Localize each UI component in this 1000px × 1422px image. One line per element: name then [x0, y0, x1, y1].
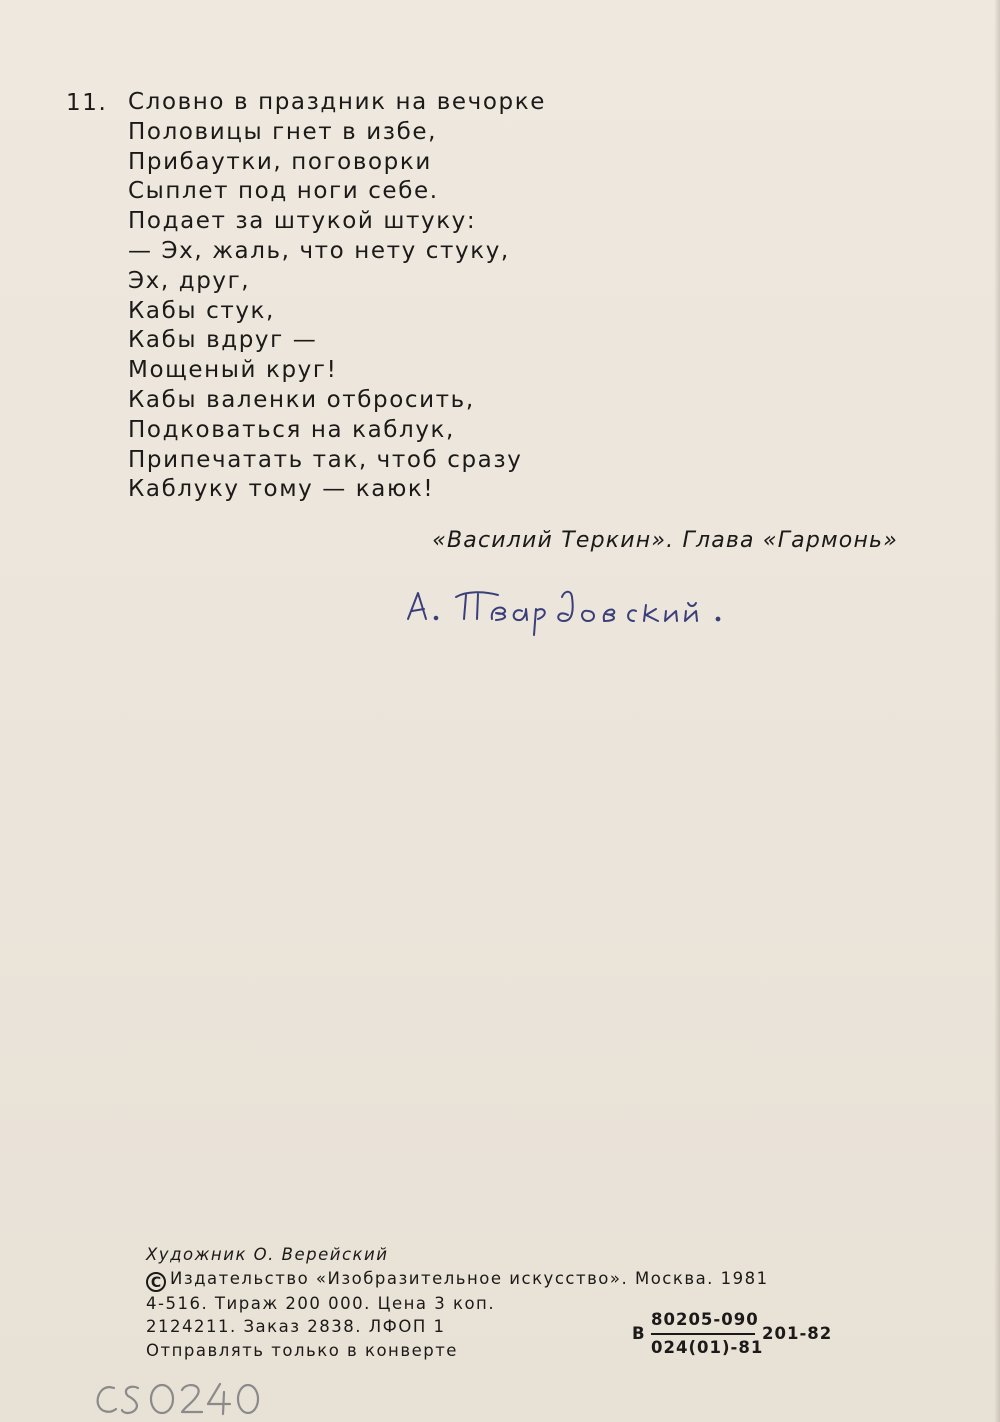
- poem-line: — Эх, жаль, что нету стуку,: [128, 237, 510, 264]
- poem-line: Эх, друг,: [128, 267, 251, 294]
- poem-source: «Василий Теркин». Глава «Гармонь»: [432, 528, 898, 553]
- poem-line: Мощеный круг!: [128, 357, 338, 384]
- poem-lines: [128, 88, 688, 505]
- artist-credit: Художник О. Верейский: [146, 1245, 389, 1264]
- index-suffix: 201-82: [762, 1324, 833, 1343]
- poem-line: Кабы стук,: [128, 297, 275, 324]
- poem-line: Каблуку тому — каюк!: [128, 476, 435, 503]
- index-prefix: В: [632, 1324, 646, 1343]
- index-denominator: 024(01)-81: [651, 1338, 764, 1357]
- publication-index: [632, 1310, 842, 1360]
- poem-line: Подковаться на каблук,: [128, 416, 455, 443]
- order-info: 2124211. Заказ 2838. ЛФОП 1: [146, 1317, 446, 1336]
- poem-line: Словно в праздник на вечорке: [128, 89, 546, 115]
- publisher-text: Издательство «Изобразительное искусство». Москва. 1981: [170, 1268, 769, 1288]
- stamp-icon: [92, 1378, 262, 1418]
- poem-line: Прибаутки, поговорки: [128, 148, 432, 175]
- publisher-line: [146, 1267, 846, 1292]
- poem-line: Сыплет под ноги себе.: [128, 178, 439, 205]
- fraction-line: [651, 1333, 755, 1335]
- mailing-note: Отправлять только в конверте: [146, 1340, 458, 1360]
- signature-icon: [400, 575, 740, 645]
- print-info: 4-516. Тираж 200 000. Цена 3 коп.: [146, 1293, 496, 1313]
- inventory-stamp: [92, 1378, 262, 1418]
- paper-edge: [994, 0, 1000, 1422]
- poem-line: Кабы валенки отбросить,: [128, 386, 475, 413]
- poem-line: Половицы гнет в избе,: [128, 118, 438, 145]
- copyright-icon: C: [146, 1272, 166, 1292]
- poem-line: Кабы вдруг —: [128, 327, 318, 354]
- index-numerator: 80205-090: [651, 1310, 759, 1329]
- poem-number: 11.: [66, 90, 108, 116]
- poem-line: Припечатать так, чтоб сразу: [128, 446, 523, 473]
- poem-line: Подает за штукой штуку:: [128, 208, 477, 235]
- handwritten-signature: [400, 575, 740, 645]
